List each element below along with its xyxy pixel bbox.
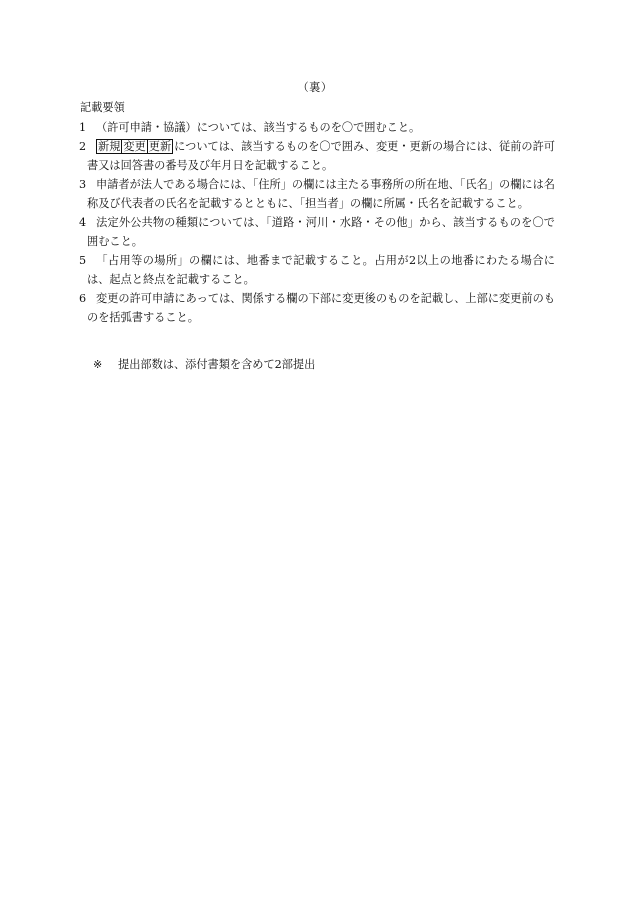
note-text: 提出部数は、添付書類を含めて2部提出 (118, 358, 316, 371)
item-text: 法定外公共物の種類については、「道路・河川・水路・その他」から、該当するものを〇で囲むこと。 (87, 216, 555, 248)
boxed-label-new: 新規 (98, 140, 121, 153)
reference-mark-icon: ※ (93, 358, 103, 371)
boxed-label-renewal: 更新 (148, 140, 172, 153)
section-title: 記載要領 (80, 101, 125, 114)
item-number: 1 (79, 121, 87, 134)
instruction-item-1 (79, 118, 555, 137)
item-text: 変更の許可申請にあっては、関係する欄の下部に変更後のものを記載し、上部に変更前のものを括弧書すること。 (87, 292, 555, 324)
item-number: 6 (79, 292, 87, 305)
page-side-label: （裏） (297, 81, 333, 94)
submission-note (93, 357, 315, 373)
item-number: 4 (79, 216, 87, 229)
item-text: 申請者が法人である場合には、「住所」の欄には主たる事務所の所在地、「氏名」の欄には名称及び代表者の氏名を記載するとともに、「担当者」の欄に所属・氏名を記載すること。 (87, 178, 555, 210)
item-number: 3 (79, 178, 87, 191)
instruction-item-4 (79, 213, 555, 251)
instruction-item-2 (79, 137, 555, 175)
instruction-item-3 (79, 175, 555, 213)
instruction-item-6 (79, 289, 555, 327)
application-type-boxes (96, 139, 173, 154)
instruction-list (79, 118, 555, 327)
instruction-item-5 (79, 251, 555, 289)
item-number: 2 (79, 140, 87, 153)
item-number: 5 (79, 254, 87, 267)
item-text: については、該当するものを〇で囲み、変更・更新の場合には、従前の許可書又は回答書の番号及び年月日を記載すること。 (87, 140, 555, 172)
item-text: 「占用等の場所」の欄には、地番まで記載すること。占用が2以上の地番にわたる場合には、起点と終点を記載すること。 (87, 254, 555, 286)
item-text: （許可申請・協議）については、該当するものを〇で囲むこと。 (96, 121, 421, 134)
boxed-label-change: 変更 (123, 140, 146, 153)
